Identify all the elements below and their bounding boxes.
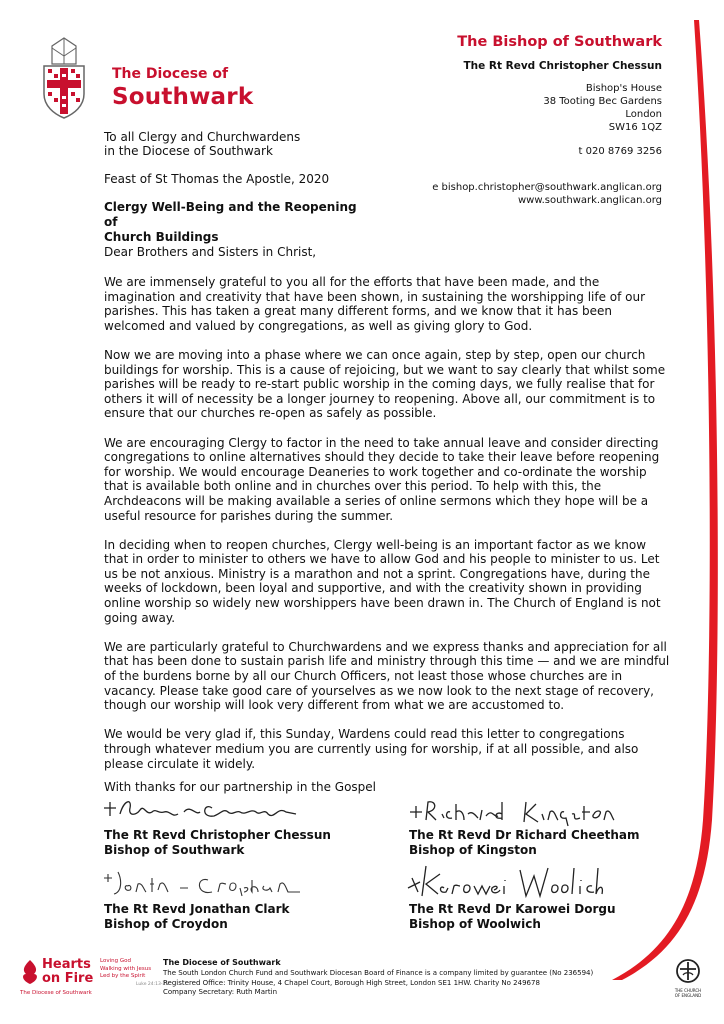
body-paragraph: We are particularly grateful to Churchwardens and we express thanks and appreciation for all that has been done to sustain parish life and ministry through this time — and we are mindful of the burdens borne by all our Church Officers, not least those whose churches are in vacancy. Please take good care of yourselves as we now look to the next stage of recovery, though our worship will look very different from what we are accustomed to.: [104, 639, 670, 713]
body-paragraph: In deciding when to reopen churches, Clergy well-being is an important factor as we know that in order to minister to others we have to allow God and his people to minister to us. Let us be not anxious. Ministry is a marathon and not a sprint. Congregations have, during the weeks of lockdown, been loyal and supportive, and with the creativity shown in providing online worship so widely new worshippers have been drawn in. The Church of England is not going away.: [104, 537, 661, 625]
body-paragraph: Now we are moving into a phase where we can once again, step by step, open our church buildings for worship. This is a cause of rejoicing, but we want to say clearly that whilst some parishes will be ready to re-start public worship in the coming days, we fully realise that for others it will of necessity be a longer journey to reopening. Above all, our commitment is to ensure that our churches re-open as safely as possible.: [104, 347, 666, 421]
letterhead-telephone: t 020 8769 3256: [578, 146, 662, 157]
signatory-name: The Rt Revd Jonathan Clark: [104, 902, 290, 916]
diocese-name-line2: Southwark: [112, 84, 254, 110]
body-paragraph: We are immensely grateful to you all for the efforts that have been made, and the imagination and creativity that have been shown, in sustaining the worshipping life of our parishes. This has taken a great many different forms, and we know that it has been welcomed and valued by congregations, as well as giving glory to God.: [104, 275, 646, 333]
hearts-on-fire-logo: [20, 956, 96, 1006]
signatory-title: Bishop of Croydon: [104, 916, 228, 931]
address-line: SW16 1QZ: [608, 122, 662, 133]
tagline-line: Led by the Spirit: [100, 973, 146, 979]
footer-tagline: [100, 958, 160, 981]
signatory-title: Bishop of Kingston: [409, 842, 537, 857]
footer-line: Company Secretary: Ruth Martin: [163, 988, 278, 997]
address-line: 38 Tooting Bec Gardens: [543, 96, 662, 107]
tagline-line: Loving God: [100, 958, 131, 964]
cross-circle-icon: [675, 958, 701, 984]
letterhead-website[interactable]: www.southwark.anglican.org: [517, 195, 662, 206]
body-paragraph: We would be very glad if, this Sunday, Wardens could read this letter to congregations through whatever medium you are currently using for worship, if at all possible, and also please circulate it widely.: [104, 727, 639, 771]
address-line: Bishop's House: [585, 83, 662, 94]
signature-image: [100, 866, 310, 902]
letter-body: [104, 275, 674, 786]
signatory-title: Bishop of Woolwich: [409, 916, 541, 931]
signature-image: [406, 796, 626, 830]
hearts-word: Hearts: [42, 957, 91, 972]
letterhead-bishop-name: The Rt Revd Christopher Chessun: [463, 60, 662, 72]
letterhead-address: [543, 82, 662, 134]
signatory-woolwich: [409, 902, 616, 931]
footer-line: The South London Church Fund and Southwark Diocesan Board of Finance is a company limited by guarantee (No 236594): [163, 969, 594, 977]
letter-salutation: Dear Brothers and Sisters in Christ,: [104, 245, 317, 259]
signatory-name: The Rt Revd Christopher Chessun: [104, 828, 331, 842]
letter-date: Feast of St Thomas the Apostle, 2020: [104, 172, 330, 186]
signatory-southwark: [104, 828, 331, 857]
tagline-line: Walking with Jesus: [100, 965, 152, 972]
signatory-name: The Rt Revd Dr Karowei Dorgu: [409, 902, 616, 916]
coe-label-line: OF ENGLAND: [674, 993, 702, 998]
church-of-england-logo: [668, 958, 708, 998]
footer-line: Registered Office: Trinity House, 4 Chapel Court, Borough High Street, London SE1 1HW. Charity No 249678: [163, 978, 540, 987]
subject-line: Church Buildings: [104, 230, 219, 244]
body-paragraph: We are encouraging Clergy to factor in the need to take annual leave and consider directing congregations to online alternatives should they decide to take their leave before reopening for worship. We would encourage Deaneries to work together and co-ordinate the worship that is available both online and in churches over this period. To help with this, the Archdeacons will be making available a series of online sermons which they hope will be a useful resource for parishes during the summer.: [104, 435, 660, 523]
signature-image: [100, 794, 310, 826]
diocese-name-line1: The Diocese of: [112, 66, 229, 82]
signatory-croydon: [104, 902, 290, 931]
signatory-title: Bishop of Southwark: [104, 842, 245, 857]
signatory-kingston: [409, 828, 640, 857]
letterhead-title: The Bishop of Southwark: [457, 34, 662, 50]
signature-image: [404, 862, 604, 904]
coe-label-line: THE CHURCH: [674, 988, 702, 993]
letterhead-email[interactable]: e bishop.christopher@southwark.anglican.org: [432, 182, 662, 193]
recipient-block: [104, 130, 300, 158]
address-line: London: [625, 109, 662, 120]
letter-subject: [104, 200, 364, 245]
letterhead-contact: [432, 181, 662, 207]
flame-heart-icon: [20, 958, 40, 986]
footer-org-name: The Diocese of Southwark: [163, 958, 281, 967]
footer-legal: [163, 969, 603, 998]
tagline-reference: Luke 24:13-35: [136, 982, 169, 987]
signatory-name: The Rt Revd Dr Richard Cheetham: [409, 828, 640, 842]
on-fire-word: on Fire: [42, 971, 94, 986]
hearts-subtitle: The Diocese of Southwark: [20, 990, 92, 996]
recipient-line: in the Diocese of Southwark: [104, 144, 273, 158]
subject-line: Clergy Well-Being and the Reopening of: [104, 200, 357, 229]
diocese-crest-icon: [38, 36, 90, 120]
recipient-line: To all Clergy and Churchwardens: [104, 130, 301, 144]
letter-closing: With thanks for our partnership in the Gospel: [104, 780, 376, 794]
